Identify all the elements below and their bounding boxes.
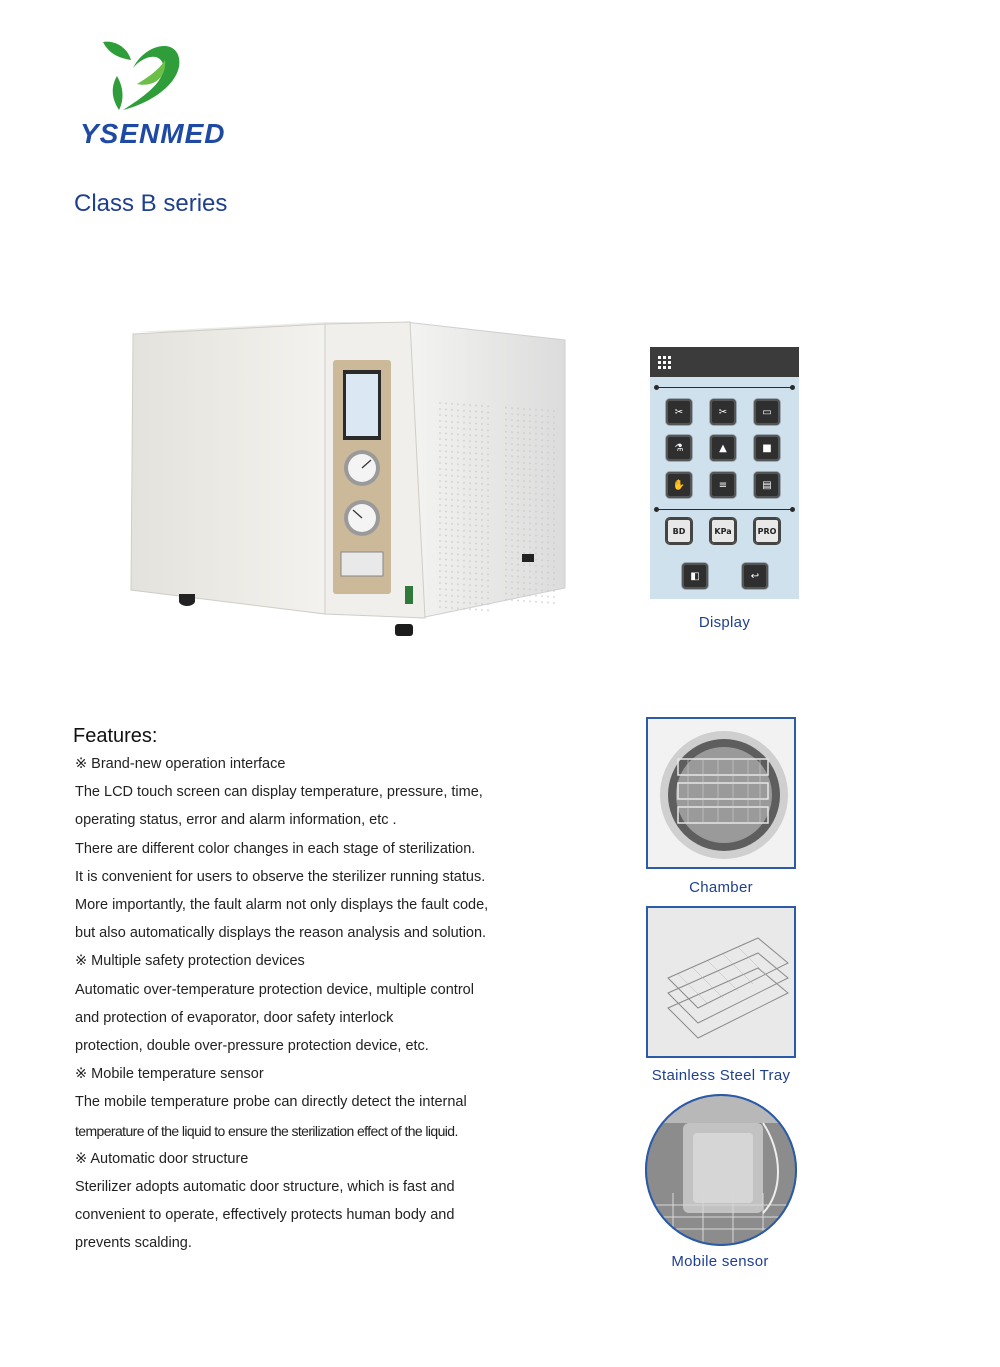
feature-line: It is convenient for users to observe the sterilizer running status. [75, 868, 486, 885]
feature-line: More importantly, the fault alarm not only displays the fault code, [75, 897, 489, 914]
chamber-photo [646, 717, 796, 869]
feature-line: prevents scalding. [75, 1235, 192, 1252]
rubber-stack-icon[interactable]: ≡ [710, 472, 736, 498]
display-screen [650, 347, 799, 599]
glove-icon[interactable]: ✋ [666, 472, 692, 498]
sensor-caption: Mobile sensor [671, 1253, 769, 1270]
features-heading: Features: [73, 725, 158, 747]
tray-photo [646, 906, 796, 1058]
instrument-icon[interactable]: ✂ [666, 399, 692, 425]
door-icon[interactable]: ◧ [682, 563, 708, 589]
chamber-image [648, 719, 794, 867]
cube-diy-icon[interactable]: ■ [754, 435, 780, 461]
feature-line: protection, double over-pressure protection device, etc. [75, 1038, 429, 1055]
feature-line: Sterilizer adopts automatic door structure, which is fast and [75, 1179, 455, 1196]
feature-line: The LCD touch screen can display temperature, pressure, time, [75, 784, 483, 801]
divider [656, 387, 793, 388]
feature-line: ※ Multiple safety protection devices [75, 953, 305, 970]
bd-test-button[interactable]: BD [666, 518, 692, 544]
menu-grid-icon [658, 356, 672, 370]
feature-line: Automatic over-temperature protection device, multiple control [75, 981, 474, 998]
feature-line: and protection of evaporator, door safety interlock [75, 1009, 394, 1026]
page-title: Class B series [74, 190, 228, 217]
feature-line: The mobile temperature probe can directly detect the internal [75, 1094, 467, 1111]
flask-diy-icon[interactable]: ▲ [710, 435, 736, 461]
tray-caption: Stainless Steel Tray [651, 1067, 791, 1084]
kpa-button[interactable]: KPa [710, 518, 736, 544]
flask-icon[interactable]: ⚗ [666, 435, 692, 461]
instrument-pouch-icon[interactable]: ✂ [710, 399, 736, 425]
feature-line: ※ Brand-new operation interface [75, 756, 286, 772]
feature-line: ※ Mobile temperature sensor [75, 1066, 264, 1083]
tray-image [648, 908, 794, 1056]
feature-line: operating status, error and alarm information, etc . [75, 812, 397, 829]
display-caption: Display [698, 614, 751, 631]
feature-line: There are different color changes in each stage of sterilization. [75, 840, 476, 857]
pro-button[interactable]: PRO [754, 518, 780, 544]
brand-name: YSENMED [80, 118, 226, 149]
features-list [75, 750, 515, 1258]
divider [656, 509, 793, 510]
feature-line: ※ Automatic door structure [75, 1150, 249, 1167]
feature-line: temperature of the liquid to ensure the sterilization effect of the liquid. [75, 1122, 458, 1139]
return-icon[interactable]: ↩ [742, 563, 768, 589]
feature-line: convenient to operate, effectively protects human body and [75, 1207, 455, 1224]
feature-line: but also automatically displays the reason analysis and solution. [75, 925, 487, 942]
mobile-sensor-image [643, 1093, 799, 1247]
chamber-caption: Chamber [689, 879, 753, 896]
sterilizer-machine-image [125, 318, 575, 658]
wrapped-pack-icon[interactable]: ▭ [754, 399, 780, 425]
container-icon[interactable]: ▤ [754, 472, 780, 498]
display-header [650, 347, 799, 377]
